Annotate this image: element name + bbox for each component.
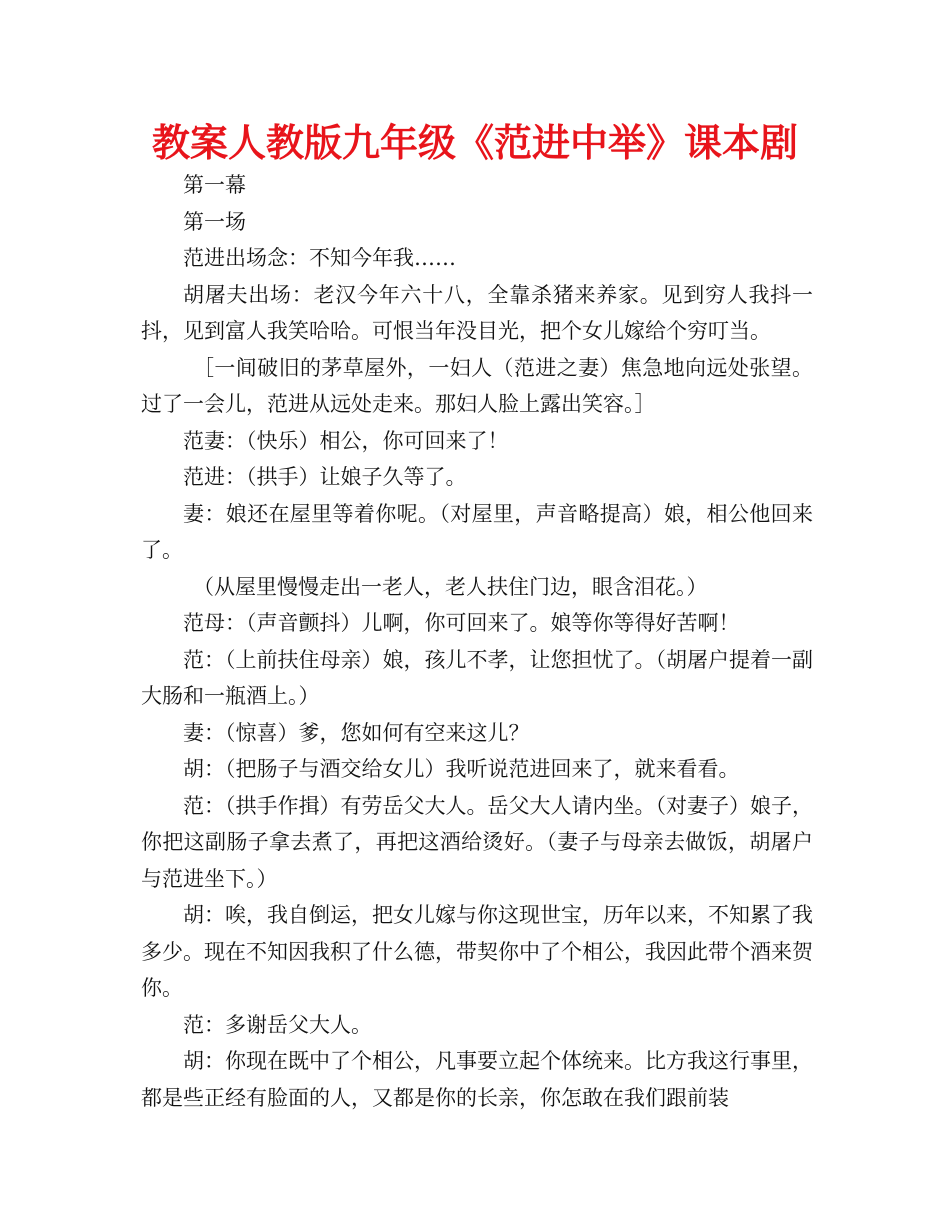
script-line: 范：（上前扶住母亲）娘，孩儿不孝，让您担忧了。（胡屠户提着一副大肠和一瓶酒上。） <box>141 647 813 708</box>
script-line: 范进：（拱手）让娘子久等了。 <box>183 465 467 489</box>
act-heading: 第一幕 <box>183 173 246 197</box>
script-line: 妻：（惊喜）爹，您如何有空来这儿？ <box>183 720 530 745</box>
document-body <box>141 167 813 1116</box>
stage-direction: ［一间破旧的茅草屋外，一妇人（范进之妻）焦急地向远处张望。过了一会儿，范进从远处走来。那妇人脸上露出笑容。］ <box>141 355 813 416</box>
document-title: 教案人教版九年级《范进中举》课本剧 <box>151 121 798 165</box>
scene-heading: 第一场 <box>183 209 246 234</box>
script-line: 范进出场念：不知今年我…… <box>183 246 456 270</box>
script-line: 胡：（把肠子与酒交给女儿）我听说范进回来了，就来看看。 <box>183 757 740 781</box>
script-line: 范妻：（快乐）相公，你可回来了！ <box>183 428 509 453</box>
script-line: 范：（拱手作揖）有劳岳父大人。岳父大人请内坐。（对妻子）娘子，你把这副肠子拿去煮了，再把这酒给烫好。（妻子与母亲去做饭，胡屠户与范进坐下。） <box>141 793 813 891</box>
stage-direction: （从屋里慢慢走出一老人，老人扶住门边，眼含泪花。） <box>193 574 708 599</box>
script-line: 胡屠夫出场：老汉今年六十八，全靠杀猪来养家。见到穷人我抖一抖，见到富人我笑哈哈。可恨当年没目光，把个女儿嫁给个穷叮当。 <box>141 282 813 343</box>
script-line: 妻：娘还在屋里等着你呢。（对屋里，声音略提高）娘，相公他回来了。 <box>141 501 813 562</box>
script-line: 胡：唉，我自倒运，把女儿嫁与你这现世宝，历年以来，不知累了我多少。现在不知因我积了什么德，带契你中了个相公，我因此带个酒来贺你。 <box>141 903 813 1000</box>
script-line: 范母：（声音颤抖）儿啊，你可回来了。娘等你等得好苦啊！ <box>183 611 740 635</box>
script-line: 胡：你现在既中了个相公，凡事要立起个体统来。比方我这行事里，都是些正经有脸面的人，又都是你的长亲，你怎敢在我们跟前装 <box>141 1049 813 1110</box>
script-line: 范：多谢岳父大人。 <box>183 1012 372 1037</box>
